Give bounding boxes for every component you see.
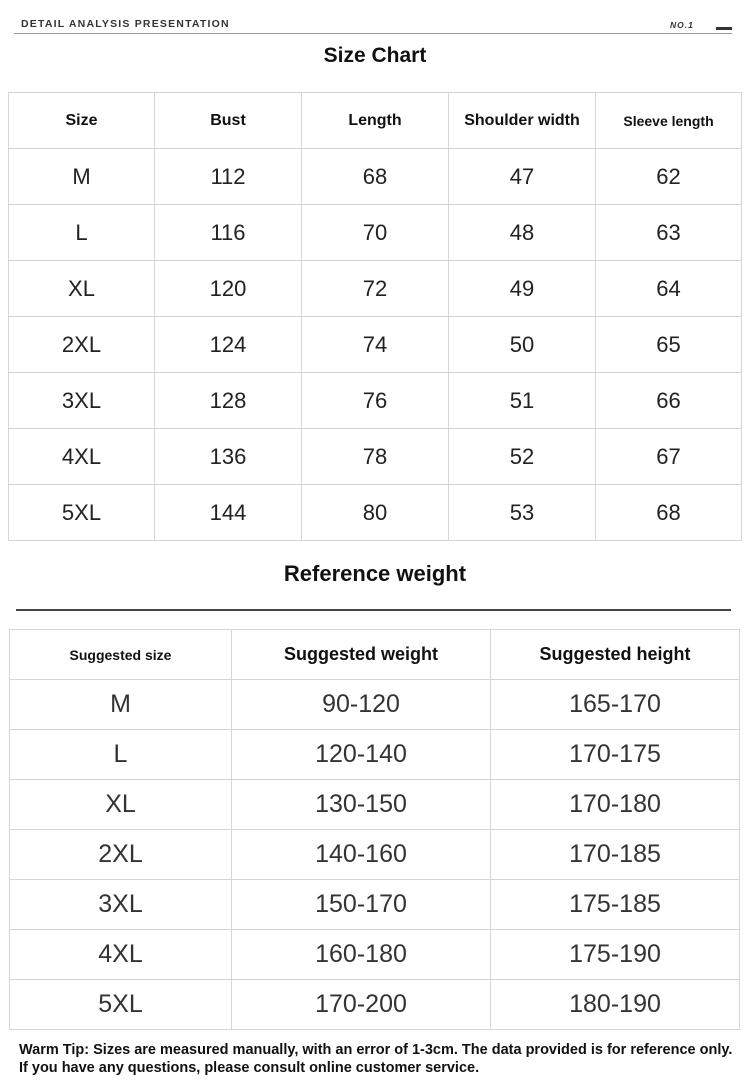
cell-length: 72: [302, 261, 449, 317]
table-row: [10, 880, 740, 930]
size-chart-title: Size Chart: [323, 44, 427, 67]
cell-size: XL: [9, 261, 155, 317]
column-header-shoulder-width: Shoulder width: [449, 93, 596, 149]
cell-suggested-weight: 140-160: [232, 830, 491, 880]
cell-shoulder-width: 52: [449, 429, 596, 485]
cell-suggested-size: 4XL: [10, 930, 232, 980]
cell-sleeve-length: 63: [596, 205, 742, 261]
column-header-suggested-weight: Suggested weight: [232, 630, 491, 680]
column-header-suggested-size: Suggested size: [10, 630, 232, 680]
cell-suggested-height: 165-170: [491, 680, 740, 730]
reference-weight-title: Reference weight: [283, 561, 467, 586]
cell-sleeve-length: 67: [596, 429, 742, 485]
cell-suggested-height: 170-175: [491, 730, 740, 780]
cell-suggested-size: L: [10, 730, 232, 780]
cell-bust: 112: [155, 149, 302, 205]
table-row: [10, 680, 740, 730]
cell-size: 4XL: [9, 429, 155, 485]
cell-suggested-weight: 90-120: [232, 680, 491, 730]
cell-sleeve-length: 66: [596, 373, 742, 429]
cell-size: 3XL: [9, 373, 155, 429]
column-header-suggested-height: Suggested height: [491, 630, 740, 680]
cell-shoulder-width: 53: [449, 485, 596, 541]
cell-suggested-size: XL: [10, 780, 232, 830]
cell-shoulder-width: 50: [449, 317, 596, 373]
table-row: [9, 317, 742, 373]
cell-suggested-size: 5XL: [10, 980, 232, 1030]
cell-length: 76: [302, 373, 449, 429]
warm-tip-note: Warm Tip: Sizes are measured manually, with an error of 1-3cm. The data provided is for reference only. If you have any questions, please consult online customer service.: [19, 1042, 733, 1076]
table-row: [9, 149, 742, 205]
cell-bust: 116: [155, 205, 302, 261]
cell-sleeve-length: 64: [596, 261, 742, 317]
cell-bust: 136: [155, 429, 302, 485]
reference-weight-divider: [16, 609, 731, 611]
table-header-row: [10, 630, 740, 680]
column-header-bust: Bust: [155, 93, 302, 149]
cell-suggested-height: 175-190: [491, 930, 740, 980]
page-header: [0, 0, 750, 40]
cell-suggested-height: 180-190: [491, 980, 740, 1030]
cell-bust: 120: [155, 261, 302, 317]
cell-size: M: [9, 149, 155, 205]
size-chart-table: [8, 92, 742, 541]
cell-suggested-height: 170-185: [491, 830, 740, 880]
cell-shoulder-width: 51: [449, 373, 596, 429]
cell-length: 78: [302, 429, 449, 485]
cell-sleeve-length: 62: [596, 149, 742, 205]
table-row: [10, 780, 740, 830]
cell-shoulder-width: 47: [449, 149, 596, 205]
column-header-length: Length: [302, 93, 449, 149]
reference-weight-table: [9, 629, 740, 1030]
column-header-size: Size: [9, 93, 155, 149]
table-row: [10, 730, 740, 780]
cell-length: 70: [302, 205, 449, 261]
cell-suggested-size: 3XL: [10, 880, 232, 930]
cell-suggested-weight: 120-140: [232, 730, 491, 780]
cell-sleeve-length: 65: [596, 317, 742, 373]
table-row: [9, 373, 742, 429]
table-row: [10, 930, 740, 980]
cell-size: L: [9, 205, 155, 261]
cell-suggested-weight: 170-200: [232, 980, 491, 1030]
cell-suggested-size: 2XL: [10, 830, 232, 880]
cell-suggested-height: 175-185: [491, 880, 740, 930]
table-row: [10, 830, 740, 880]
cell-shoulder-width: 49: [449, 261, 596, 317]
cell-length: 68: [302, 149, 449, 205]
header-page-number: NO.1: [670, 20, 694, 30]
header-divider: [14, 33, 732, 34]
cell-length: 80: [302, 485, 449, 541]
table-row: [9, 261, 742, 317]
cell-shoulder-width: 48: [449, 205, 596, 261]
cell-sleeve-length: 68: [596, 485, 742, 541]
cell-bust: 128: [155, 373, 302, 429]
cell-length: 74: [302, 317, 449, 373]
cell-bust: 124: [155, 317, 302, 373]
cell-suggested-size: M: [10, 680, 232, 730]
cell-size: 2XL: [9, 317, 155, 373]
cell-suggested-weight: 130-150: [232, 780, 491, 830]
table-row: [10, 980, 740, 1030]
table-row: [9, 429, 742, 485]
cell-suggested-weight: 150-170: [232, 880, 491, 930]
header-dash-decoration: [716, 27, 732, 30]
cell-bust: 144: [155, 485, 302, 541]
table-header-row: [9, 93, 742, 149]
column-header-sleeve-length: Sleeve length: [596, 93, 742, 149]
cell-suggested-weight: 160-180: [232, 930, 491, 980]
table-row: [9, 485, 742, 541]
cell-size: 5XL: [9, 485, 155, 541]
cell-suggested-height: 170-180: [491, 780, 740, 830]
table-row: [9, 205, 742, 261]
header-left-text: DETAIL ANALYSIS PRESENTATION: [21, 18, 230, 30]
